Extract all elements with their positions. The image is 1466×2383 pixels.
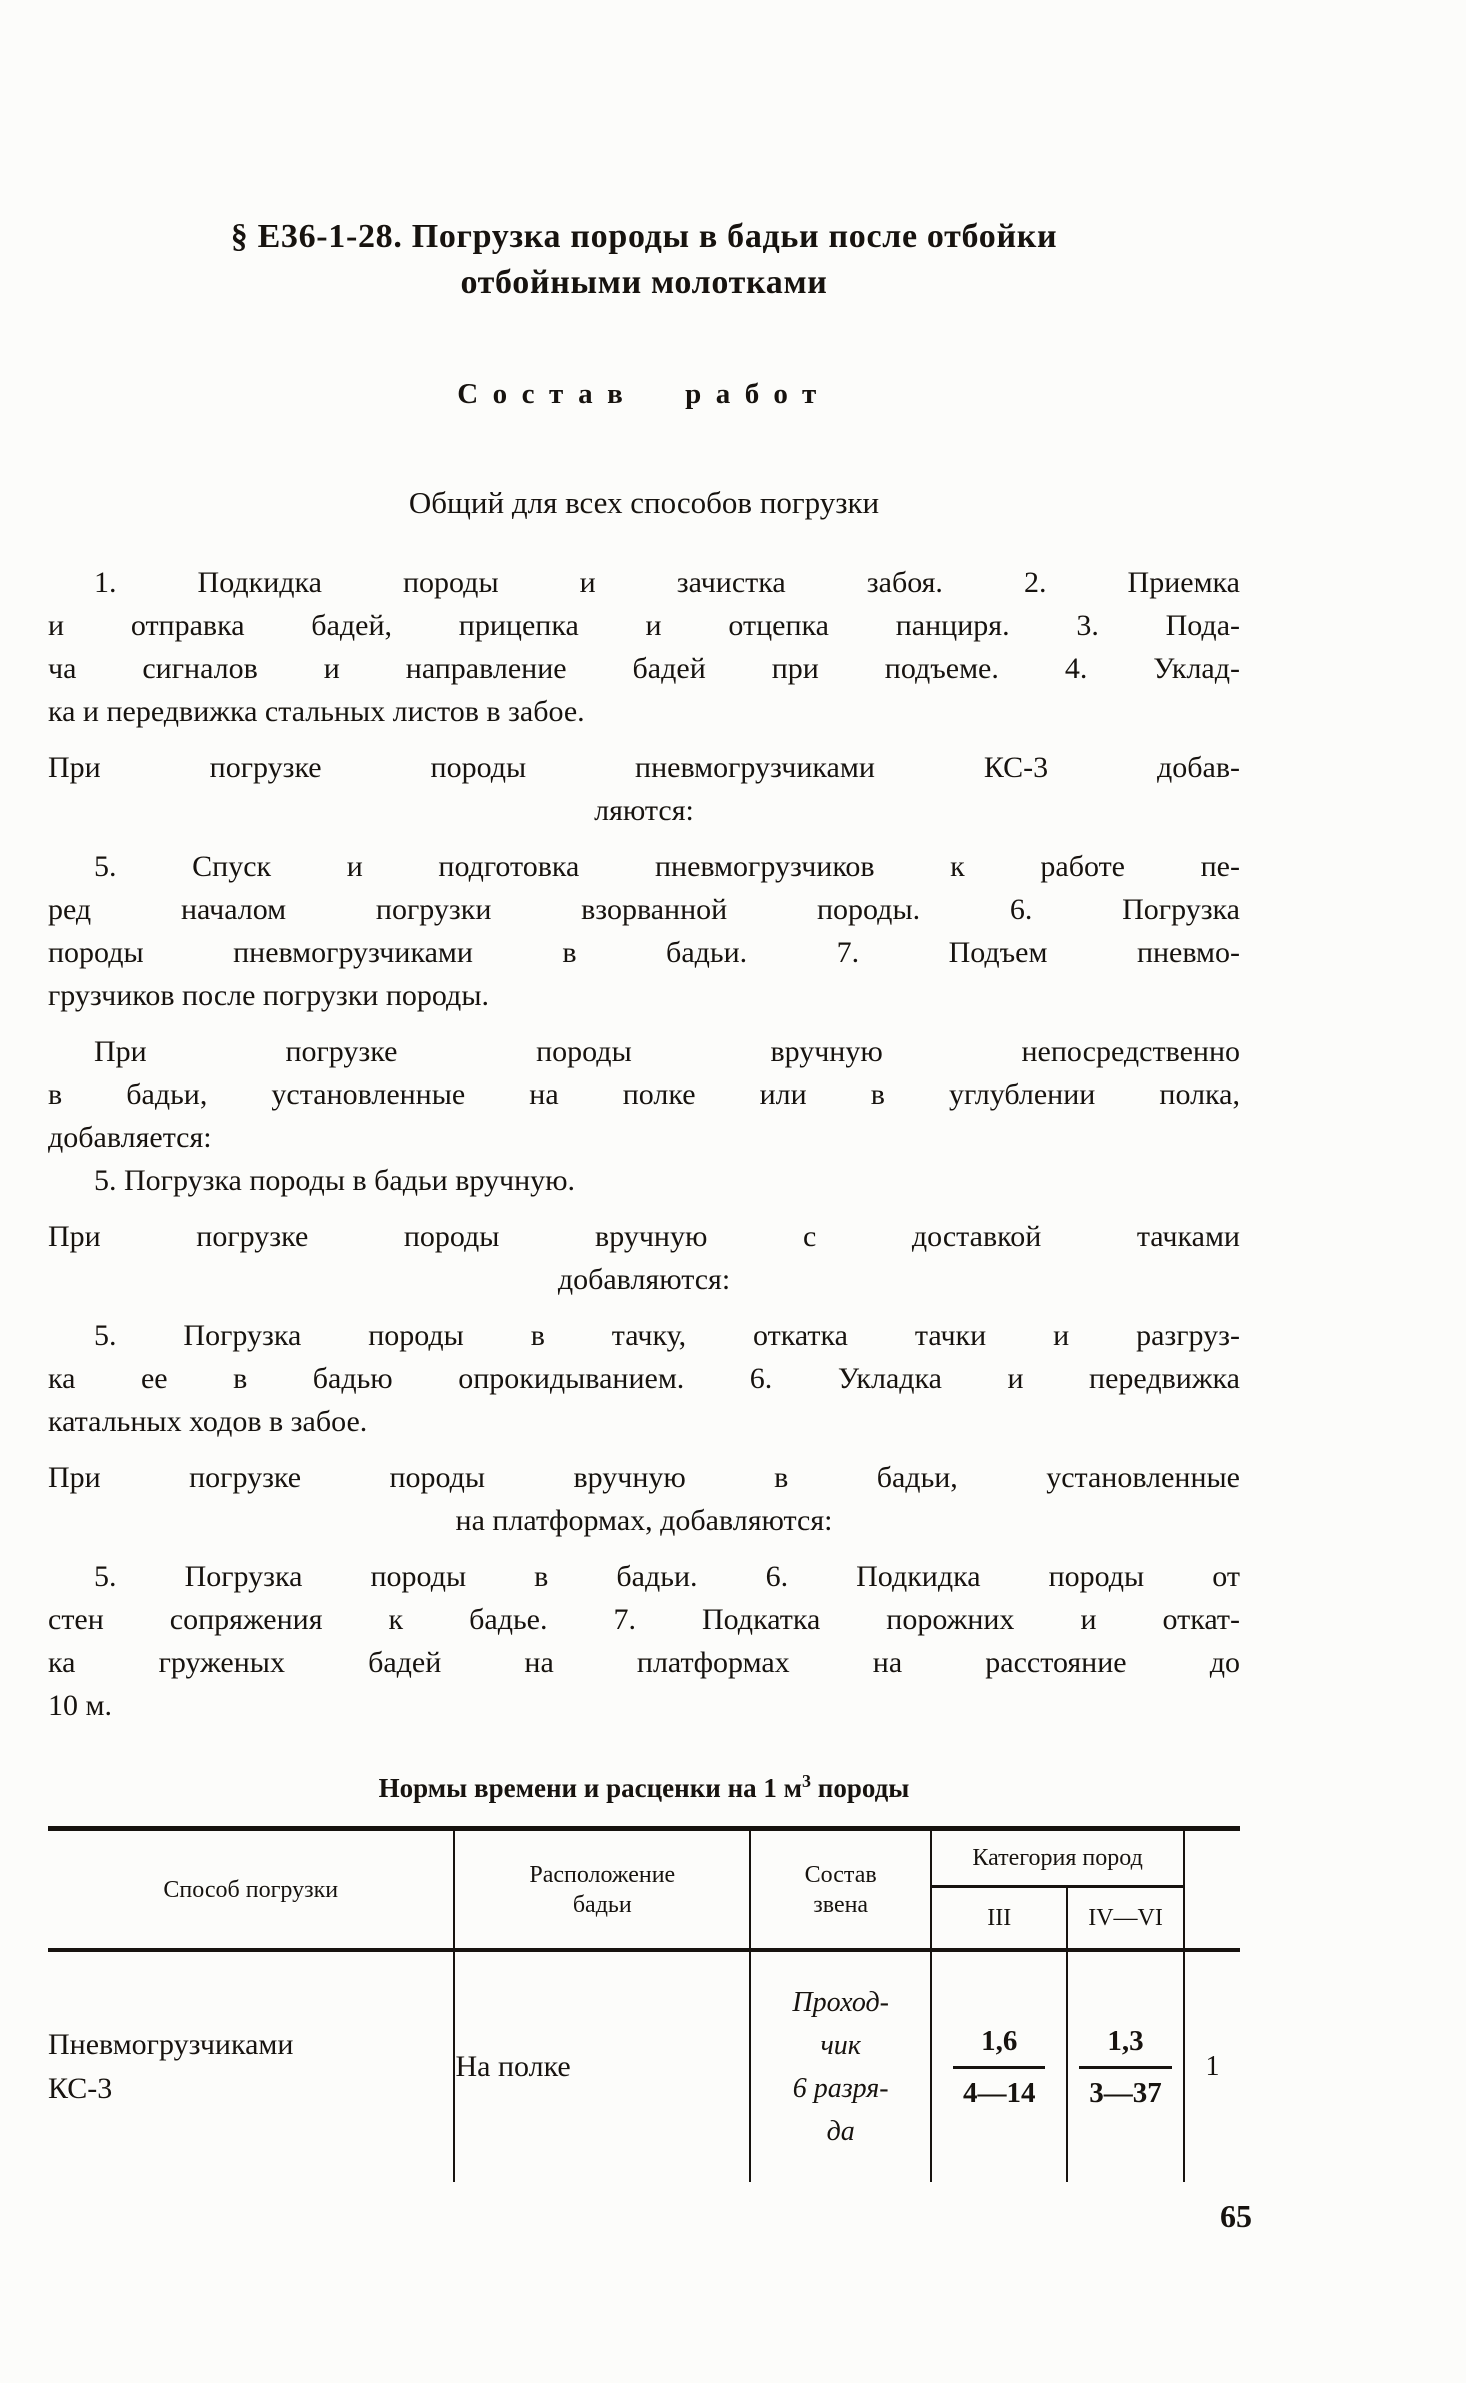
text-line: 5. Погрузка породы в бадьи вручную. <box>94 1164 576 1197</box>
cell-crew-line: да <box>826 2116 855 2147</box>
table-caption-text: Нормы времени и расценки на 1 м <box>378 1773 803 1803</box>
table-caption-superscript: 3 <box>802 1771 812 1791</box>
cell-bucket-location: На полке <box>454 1950 750 2182</box>
text-line: 5. Спуск и подготовка пневмогрузчиков к работе пе- <box>94 850 1240 883</box>
page-number: 65 <box>1220 2198 1252 2234</box>
cell-category-iii <box>931 1950 1067 2182</box>
text-line: катальных ходов в забое. <box>48 1405 368 1438</box>
text-line: 5. Погрузка породы в бадьи. 6. Подкидка породы от <box>94 1560 1240 1593</box>
col-header-location <box>454 1829 750 1951</box>
text-line: При погрузке породы вручную непосредственно <box>94 1035 1240 1068</box>
rate-value: 3—37 <box>1079 2066 1172 2110</box>
cell-crew-line: Проход- <box>792 1987 889 2018</box>
cell-category-iv-vi <box>1067 1950 1184 2182</box>
text-line: 1. Подкидка породы и зачистка забоя. 2. Приемка <box>94 566 1240 599</box>
text-line: в бадьи, установленные на полке или в углублении полка, <box>48 1078 1240 1111</box>
col-header-location-line1: Расположение <box>529 1861 676 1888</box>
table-row <box>48 1950 1240 2182</box>
norms-table-body <box>48 1950 1240 2182</box>
col-header-crew <box>750 1829 931 1951</box>
text-line: При погрузке породы пневмогрузчиками КС-3 добав- <box>48 751 1240 784</box>
text-line: грузчиков после погрузки породы. <box>48 979 489 1012</box>
cell-crew-line: чик <box>820 2030 861 2061</box>
cell-loading-method-line1: Пневмогрузчиками <box>48 2028 294 2061</box>
col-header-category-iii: III <box>931 1887 1067 1951</box>
col-header-category-group: Категория пород <box>931 1829 1184 1887</box>
text-line: ред началом погрузки взорванной породы. 6. Погрузка <box>48 893 1240 926</box>
cell-loading-method <box>48 1950 454 2182</box>
text-line: ка и передвижка стальных листов в забое. <box>48 695 585 728</box>
cell-crew-composition <box>750 1950 931 2182</box>
time-norm-value: 1,3 <box>1107 2024 1144 2057</box>
body-text <box>48 561 1240 1727</box>
paragraph-items-platform <box>48 1555 1240 1727</box>
text-line: стен сопряжения к бадье. 7. Подкатка порожних и откат- <box>48 1603 1240 1636</box>
norm-rate-fraction-iv-vi <box>1079 2025 1172 2110</box>
paragraph-note-wheelbarrow <box>48 1215 1240 1301</box>
cell-loading-method-line2: КС-3 <box>48 2072 113 2105</box>
paragraph-items-wheelbarrow <box>48 1314 1240 1443</box>
text-line: породы пневмогрузчиками в бадьи. 7. Подъем пневмо- <box>48 936 1240 969</box>
title-line-1: § Е36-1-28. Погрузка породы в бадьи после отбойки <box>230 218 1058 255</box>
paragraph-note-manual <box>48 1030 1240 1159</box>
text-line: добавляется: <box>48 1121 212 1154</box>
text-line: ка ее в бадью опрокидыванием. 6. Укладка и передвижка <box>48 1362 1240 1395</box>
time-norm-value: 1,6 <box>981 2024 1018 2057</box>
common-methods-heading: Общий для всех способов погрузки <box>408 485 880 520</box>
rate-value: 4—14 <box>953 2066 1046 2110</box>
norm-rate-fraction-iii <box>953 2025 1046 2110</box>
paragraph-note-pneumatic <box>48 746 1240 832</box>
table-caption <box>48 1771 1240 1804</box>
col-header-row-index <box>1184 1829 1240 1951</box>
text-line: на платформах, добавляются: <box>455 1504 833 1537</box>
title-line-2: отбойными молотками <box>460 264 828 301</box>
col-header-method: Способ погрузки <box>48 1829 454 1951</box>
norms-table <box>48 1826 1240 2182</box>
paragraph-items-pneumatic <box>48 845 1240 1017</box>
text-line: ка груженых бадей на платформах на расстояние до <box>48 1646 1240 1679</box>
text-line: 10 м. <box>48 1689 112 1722</box>
table-caption-suffix: породы <box>811 1773 910 1803</box>
works-composition-heading: Состав работ <box>457 378 831 410</box>
paragraph-item-manual <box>48 1159 1240 1202</box>
text-line: ляются: <box>594 794 694 827</box>
norms-table-header <box>48 1829 1240 1951</box>
text-line: При погрузке породы вручную в бадьи, установленные <box>48 1461 1240 1494</box>
section-title <box>48 214 1240 306</box>
col-header-category-iv-vi: IV—VI <box>1067 1887 1184 1951</box>
paragraph-note-platform <box>48 1456 1240 1542</box>
text-line: 5. Погрузка породы в тачку, откатка тачки и разгруз- <box>94 1319 1240 1352</box>
text-line: При погрузке породы вручную с доставкой тачками <box>48 1220 1240 1253</box>
text-line: и отправка бадей, прицепка и отцепка панциря. 3. Пода- <box>48 609 1240 642</box>
text-line: ча сигналов и направление бадей при подъеме. 4. Уклад- <box>48 652 1240 685</box>
text-line: добавляются: <box>557 1263 731 1296</box>
col-header-location-line2: бадьи <box>572 1891 632 1918</box>
col-header-crew-line2: звена <box>813 1891 869 1918</box>
cell-row-index: 1 <box>1205 2051 1220 2082</box>
paragraph-general-items <box>48 561 1240 733</box>
col-header-crew-line1: Состав <box>804 1861 877 1888</box>
cell-crew-line: 6 разря- <box>792 2073 889 2104</box>
